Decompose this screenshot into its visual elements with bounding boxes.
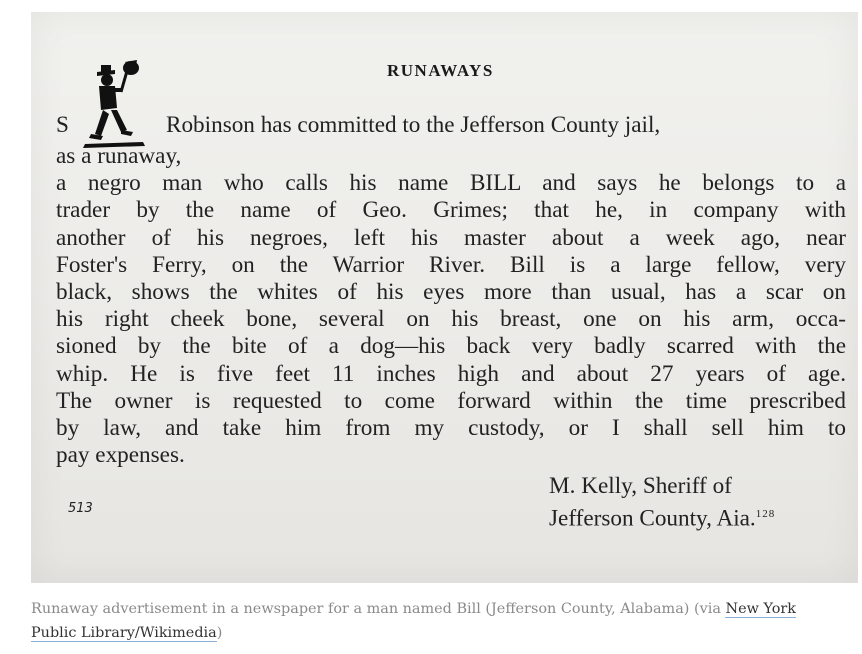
- ad-line: whip. He is five feet 11 inches high and about 27 years of age.: [56, 360, 846, 387]
- ad-line: The owner is requested to come forward within the time prescribed: [56, 387, 846, 414]
- footnote-number: 128: [755, 508, 776, 520]
- image-caption: [31, 597, 831, 645]
- signature-line: M. Kelly, Sheriff of: [549, 473, 732, 499]
- ad-line: his right cheek bone, several on his breast, one on his arm, occa-: [56, 306, 846, 333]
- advertisement-photo: [31, 12, 858, 583]
- runaway-figure-icon: [81, 58, 151, 150]
- ad-line: pay expenses.: [56, 442, 185, 469]
- ad-body: [56, 143, 846, 469]
- caption-closing: ): [216, 625, 223, 641]
- ad-initial: S: [56, 112, 69, 138]
- ad-line: trader by the name of Geo. Grimes; that he, in company with: [56, 197, 846, 224]
- ad-line: by law, and take him from my custody, or I shall sell him to: [56, 415, 846, 442]
- signature-block: [549, 472, 775, 533]
- caption-text: Runaway advertisement in a newspaper for a man named Bill (Jefferson County, Alabama) (via: [31, 601, 726, 617]
- ad-line: sioned by the bite of a dog—his back very badly scarred with the: [56, 333, 846, 360]
- caption-source-link[interactable]: New York Public Library/Wikimedia: [31, 601, 796, 641]
- ad-line: as a runaway,: [56, 143, 182, 169]
- ad-line: black, shows the whites of his eyes more than usual, has a scar on: [56, 279, 846, 306]
- page-number: 513: [68, 501, 93, 516]
- signature-line: [549, 500, 775, 533]
- ad-heading: RUNAWAYS: [387, 61, 494, 80]
- ad-line: another of his negroes, left his master about a week ago, near: [56, 224, 846, 251]
- ad-first-line-text: Robinson has committed to the Jefferson County jail,: [166, 112, 661, 138]
- ad-line: a negro man who calls his name BILL and says he belongs to a: [56, 170, 846, 197]
- ad-line: Foster's Ferry, on the Warrior River. Bill is a large fellow, very: [56, 251, 846, 278]
- signature-county: Jefferson County, Aia.: [549, 505, 756, 532]
